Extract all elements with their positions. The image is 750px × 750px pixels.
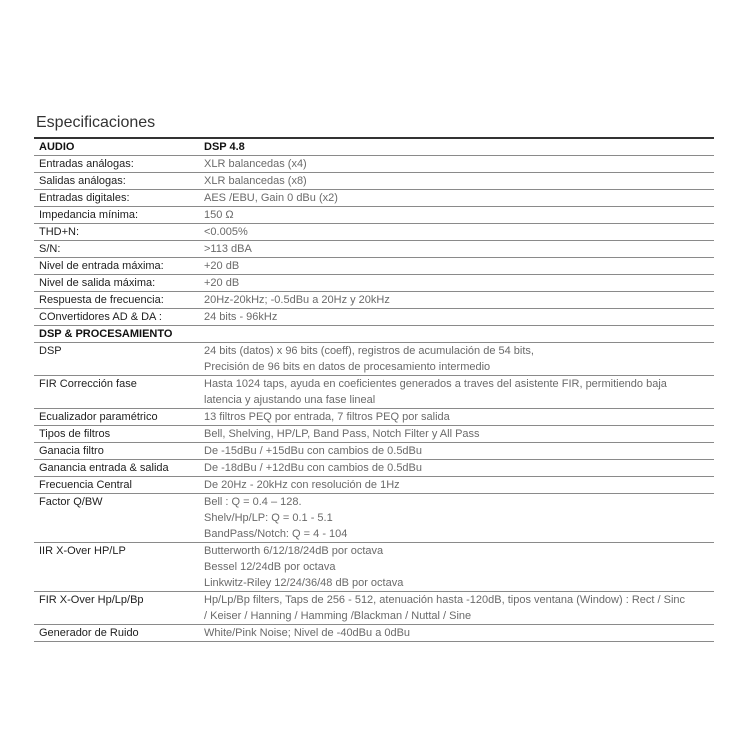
spec-label: Tipos de filtros <box>34 426 199 443</box>
spec-value <box>199 543 714 592</box>
spec-value <box>199 460 714 477</box>
spec-label: S/N: <box>34 241 199 258</box>
spec-row <box>34 190 714 207</box>
spec-value-line: XLR balancedas (x8) <box>204 175 307 187</box>
spec-value <box>199 275 714 292</box>
spec-row <box>34 275 714 292</box>
spec-value-line: Hp/Lp/Bp filters, Taps de 256 - 512, atenuación hasta -120dB, tipos ventana (Window) : Rect / Sinc <box>204 594 686 606</box>
spec-row <box>34 207 714 224</box>
spec-value <box>199 224 714 241</box>
spec-value-line: White/Pink Noise; Nivel de -40dBu a 0dBu <box>204 627 411 639</box>
spec-table <box>34 137 714 642</box>
spec-label: Respuesta de frecuencia: <box>34 292 199 309</box>
spec-label: Nivel de entrada máxima: <box>34 258 199 275</box>
spec-row <box>34 343 714 376</box>
spec-row <box>34 241 714 258</box>
spec-row <box>34 409 714 426</box>
spec-value-line: +20 dB <box>204 260 240 272</box>
spec-row <box>34 592 714 625</box>
spec-value <box>199 426 714 443</box>
spec-row <box>34 173 714 190</box>
spec-value <box>199 409 714 426</box>
spec-value-line: BandPass/Notch: Q = 4 - 104 <box>204 528 348 540</box>
audio-header-row <box>34 138 714 156</box>
spec-row <box>34 477 714 494</box>
spec-value-line: >113 dBA <box>204 243 252 255</box>
spec-value <box>199 343 714 376</box>
spec-value-line: 150 Ω <box>204 209 234 221</box>
spec-row <box>34 426 714 443</box>
spec-value-line: Shelv/Hp/LP: Q = 0.1 - 5.1 <box>204 512 333 524</box>
spec-row <box>34 625 714 642</box>
spec-value <box>199 477 714 494</box>
spec-document <box>34 114 714 642</box>
spec-value <box>199 625 714 642</box>
spec-value-line: 13 filtros PEQ por entrada, 7 filtros PEQ por salida <box>204 411 450 423</box>
spec-label: Frecuencia Central <box>34 477 199 494</box>
spec-value-line: Precisión de 96 bits en datos de procesamiento intermedio <box>204 361 491 373</box>
spec-value <box>199 207 714 224</box>
spec-label: Ecualizador paramétrico <box>34 409 199 426</box>
audio-header-label: AUDIO <box>34 138 199 156</box>
spec-row <box>34 258 714 275</box>
spec-row <box>34 292 714 309</box>
spec-value-line: +20 dB <box>204 277 240 289</box>
spec-value-line: Bessel 12/24dB por octava <box>204 561 336 573</box>
spec-label: Entradas digitales: <box>34 190 199 207</box>
spec-table-body <box>34 138 714 642</box>
spec-value-line: Hasta 1024 taps, ayuda en coeficientes generados a traves del asistente FIR, permitiendo baja <box>204 378 667 390</box>
spec-value <box>199 592 714 625</box>
spec-label: Ganancia entrada & salida <box>34 460 199 477</box>
spec-value <box>199 241 714 258</box>
spec-label: Generador de Ruido <box>34 625 199 642</box>
spec-value <box>199 309 714 326</box>
spec-value-line: 24 bits (datos) x 96 bits (coeff), registros de acumulación de 54 bits, <box>204 345 534 357</box>
spec-row <box>34 460 714 477</box>
spec-label: FIR X-Over Hp/Lp/Bp <box>34 592 199 625</box>
spec-value-line: AES /EBU, Gain 0 dBu (x2) <box>204 192 338 204</box>
spec-row <box>34 543 714 592</box>
spec-label: IIR X-Over HP/LP <box>34 543 199 592</box>
spec-value-line: Butterworth 6/12/18/24dB por octava <box>204 545 384 557</box>
spec-value <box>199 494 714 543</box>
spec-label: Factor Q/BW <box>34 494 199 543</box>
spec-value-line: De 20Hz - 20kHz con resolución de 1Hz <box>204 479 400 491</box>
spec-value-line: De -18dBu / +12dBu con cambios de 0.5dBu <box>204 462 423 474</box>
model-header-value: DSP 4.8 <box>199 138 714 156</box>
spec-value-line: latencia y ajustando una fase lineal <box>204 394 376 406</box>
spec-value-line: / Keiser / Hanning / Hamming /Blackman / Nuttal / Sine <box>204 610 472 622</box>
spec-value-line: Bell, Shelving, HP/LP, Band Pass, Notch Filter y All Pass <box>204 428 480 440</box>
page-title: Especificaciones <box>36 114 156 131</box>
spec-row <box>34 376 714 409</box>
spec-value-line: Linkwitz-Riley 12/24/36/48 dB por octava <box>204 577 404 589</box>
spec-row <box>34 224 714 241</box>
spec-label: Nivel de salida máxima: <box>34 275 199 292</box>
spec-row <box>34 156 714 173</box>
spec-label: Entradas análogas: <box>34 156 199 173</box>
spec-value-line: XLR balancedas (x4) <box>204 158 307 170</box>
spec-value-line: 20Hz-20kHz; -0.5dBu a 20Hz y 20kHz <box>204 294 390 306</box>
spec-value <box>199 443 714 460</box>
spec-value <box>199 376 714 409</box>
spec-row <box>34 443 714 460</box>
spec-label: COnvertidores AD & DA : <box>34 309 199 326</box>
spec-label: Salidas análogas: <box>34 173 199 190</box>
spec-value-line: Bell : Q = 0.4 – 128. <box>204 496 302 508</box>
dsp-section-label: DSP & PROCESAMIENTO <box>34 326 714 343</box>
spec-value <box>199 292 714 309</box>
spec-label: Ganacia filtro <box>34 443 199 460</box>
spec-row <box>34 494 714 543</box>
spec-label: Impedancia mínima: <box>34 207 199 224</box>
spec-value <box>199 190 714 207</box>
spec-label: DSP <box>34 343 199 376</box>
spec-value-line: <0.005% <box>204 226 248 238</box>
spec-value-line: De -15dBu / +15dBu con cambios de 0.5dBu <box>204 445 423 457</box>
spec-value <box>199 173 714 190</box>
spec-value <box>199 258 714 275</box>
spec-label: THD+N: <box>34 224 199 241</box>
spec-row <box>34 309 714 326</box>
dsp-section-row <box>34 326 714 343</box>
spec-label: FIR Corrección fase <box>34 376 199 409</box>
spec-value <box>199 156 714 173</box>
spec-value-line: 24 bits - 96kHz <box>204 311 278 323</box>
